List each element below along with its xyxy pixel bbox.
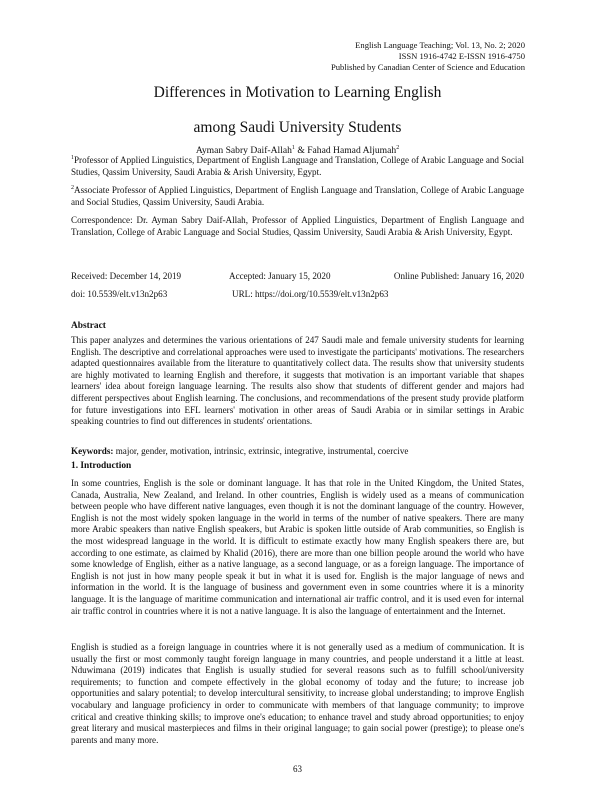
introduction-paragraph-1: In some countries, English is the sole or dominant language. It has that role in the United Kingdom, the United States, Canada, Australia, New Zealand, and Ireland. In other countries, English is widely used as a means of communication between people who have different native languages, even though it is not the dominant language of the country. However, English is not the most widely spoken language in the world in terms of the number of native speakers. There are many more Arabic speakers than native English speakers, but Arabic is spoken little outside of Arab communities, so English is the most widespread language in the world. It is difficult to estimate exactly how many English speakers there are, but according to one estimate, as claimed by Khalid (2016), there are more than one billion people around the world who have some knowledge of English, either as a native language, as a second language, or as a foreign language. The importance of English is not just in how many people speak it but in what it is used for. English is the major language of news and information in the world. It is the language of business and government even in some countries where it is a minority language. It is the language of maritime communication and international air traffic control, and it is used even for internal air traffic control in countries where it is not a native language. It is also the language of entertainment and the Internet. <box>71 478 524 616</box>
introduction-heading: 1. Introduction <box>71 461 132 471</box>
paper-title-line-2: among Saudi University Students <box>193 119 402 136</box>
affiliation-1-text: Professor of Applied Linguistics, Department of English Language and Translation, College of Arabic Language and Social Studies, Qassim University, Saudi Arabia & Arish University, Egypt. <box>71 155 524 177</box>
page-number: 63 <box>293 764 302 774</box>
abstract-heading: Abstract <box>71 321 106 331</box>
paper-title-line-1: Differences in Motivation to Learning English <box>153 84 442 101</box>
abstract-text: This paper analyzes and determines the various orientations of 247 Saudi male and female university students for learning English. The descriptive and correlational approaches were used to investigate the participants' motivations. The researchers adapted questionnaires available from the literature to quantitatively collect data. The results show that university students are highly motivated to learning English and therefore, it suggests that motivation is an important variable that shapes learners' idea about foreign language learning. The results also show that students of different gender and majors had different perspectives about English learning. The conclusions, and recommendations of the present study provide platform for future investigations into EFL learners' motivation in other areas of Saudi Arabia or in similar settings in Arabic speaking countries to find out differences in students' orientations. <box>71 335 524 427</box>
affiliation-1-sup: 1 <box>71 155 74 161</box>
correspondence: Correspondence: Dr. Ayman Sabry Daif-Allah, Professor of Applied Linguistics, Department of English Language and Translation, College of Arabic Language and Social Studies, Qassim University, Saudi Arabia & Arish University, Egypt. <box>71 215 524 237</box>
keywords-text: major, gender, motivation, intrinsic, extrinsic, integrative, instrumental, coercive <box>113 446 409 456</box>
author-1: Ayman Sabry Daif-Allah <box>195 145 292 156</box>
introduction-paragraph-2: English is studied as a foreign language in countries where it is not generally used as a medium of communication. It is usually the first or most commonly taught foreign language in many countries, and people understand it a little at least. Nduwimana (2019) indicates that English is usually studied for several reasons such as to fulfill school/university requirements; to function and compete effectively in the global economy of today and the future; to increase job opportunities and salary potential; to develop intercultural sensitivity, to increase global understanding; to improve English vocabulary and language proficiency in order to communicate with members of that language community; to improve critical and creative thinking skills; to improve one's education; to enhance travel and study abroad opportunities; to enjoy great literary and musical masterpieces and films in their original language; to gain social power (prestige); to please one's parents and many more. <box>71 642 524 745</box>
doi-url-link[interactable]: URL: https://doi.org/10.5539/elt.v13n2p63 <box>232 289 389 299</box>
identifiers <box>71 289 524 301</box>
keywords-label: Keywords: <box>71 446 114 456</box>
author-2-sup: 2 <box>396 145 400 151</box>
received-date: Received: December 14, 2019 <box>71 271 182 281</box>
affiliation-2-text: Associate Professor of Applied Linguistics, Department of English Language and Translation, College of Arabic Language and Social Studies, Qassim University, Saudi Arabia. <box>71 185 524 207</box>
affiliation-1 <box>71 155 524 178</box>
accepted-date: Accepted: January 15, 2020 <box>229 271 331 281</box>
issn-line: ISSN 1916-4742 E-ISSN 1916-4750 <box>398 51 525 61</box>
affiliation-2 <box>71 185 524 208</box>
author-separator: & <box>294 145 308 156</box>
author-1-sup: 1 <box>291 145 295 151</box>
doi-text: doi: 10.5539/elt.v13n2p63 <box>71 289 168 299</box>
author-2: Fahad Hamad Aljumah <box>307 145 397 156</box>
keywords <box>71 446 524 458</box>
affiliation-2-sup: 2 <box>71 185 74 191</box>
journal-line: English Language Teaching; Vol. 13, No. 2; 2020 <box>355 40 525 50</box>
publisher-line: Published by Canadian Center of Science and Education <box>330 62 525 72</box>
publication-dates <box>71 271 524 283</box>
online-date: Online Published: January 16, 2020 <box>393 271 524 281</box>
running-header <box>331 40 525 73</box>
